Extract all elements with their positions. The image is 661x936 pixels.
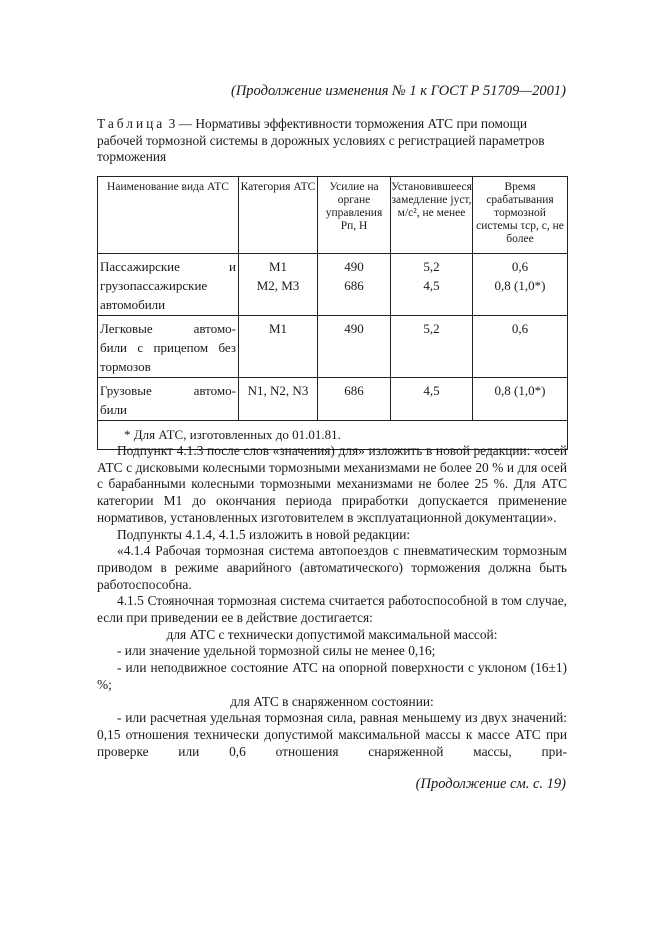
category-cell <box>239 378 318 421</box>
category-cell <box>239 254 318 316</box>
table-caption-text: 3 — Нормативы эффективности торможения АТС при помощи рабочей тормозной системы в дорожных условиях с регистрацией параметров торможения <box>97 116 545 164</box>
decel-value: 4,5 <box>423 278 440 293</box>
body-paragraph: для АТС в снаряженном состоянии: <box>230 693 434 709</box>
time-cell <box>473 316 568 378</box>
force-cell <box>318 254 391 316</box>
table-header-row <box>98 177 568 254</box>
header-category: Категория АТС <box>239 177 318 254</box>
continuation-footer: (Продолжение см. с. 19) <box>415 776 566 792</box>
decel-value: 5,2 <box>423 321 440 336</box>
vehicle-type-cell <box>98 378 239 421</box>
vehicle-type-line: автомобили <box>100 297 166 312</box>
decel-cell <box>391 254 473 316</box>
continuation-header: (Продолжение изменения № 1 к ГОСТ Р 51709—2001) <box>231 83 566 99</box>
body-paragraph: - или расчетная удельная тормозная сила, равная меньшему из двух значений: 0,15 отношения технически допустимой максимальной массы к массе АТС при проверке или 0,6 отношения снаряженной массы, при- <box>97 710 567 759</box>
category-value: N1, N2, N3 <box>247 383 309 398</box>
force-cell <box>318 316 391 378</box>
header-vehicle-type: Наименование вида АТС <box>98 177 239 254</box>
category-value: M1 <box>268 259 288 274</box>
time-value: 0,6 <box>511 321 529 336</box>
time-cell <box>473 378 568 421</box>
body-paragraph: - или неподвижное состояние АТС на опорной поверхности с уклоном (16±1) %; <box>97 660 567 692</box>
time-value: 0,8 (1,0*) <box>494 383 546 398</box>
table-row <box>98 316 568 378</box>
table-row <box>98 378 568 421</box>
time-cell <box>473 254 568 316</box>
header-deceleration: Установившееся замедление jуст, м/с², не менее <box>391 177 473 254</box>
decel-value: 5,2 <box>423 259 440 274</box>
force-cell <box>318 378 391 421</box>
decel-value: 4,5 <box>423 383 440 398</box>
vehicle-type-line: били с прицепом без <box>100 340 236 355</box>
decel-cell <box>391 378 473 421</box>
vehicle-type-line: били <box>100 402 128 417</box>
time-value: 0,8 (1,0*) <box>494 278 546 293</box>
table-caption-label: Таблица <box>97 116 166 131</box>
force-value: 686 <box>344 383 364 398</box>
header-response-time: Время срабатывания тормозной системы τср, с, не более <box>473 177 568 254</box>
braking-norms-table <box>97 176 568 450</box>
category-value: M1 <box>268 321 288 336</box>
vehicle-type-line: Пассажирские и <box>100 259 236 274</box>
body-paragraph: Подпункты 4.1.4, 4.1.5 изложить в новой редакции: <box>117 526 411 542</box>
header-force: Усилие на органе управления Pп, Н <box>318 177 391 254</box>
category-cell <box>239 316 318 378</box>
decel-cell <box>391 316 473 378</box>
body-paragraph: - или значение удельной тормозной силы не менее 0,16; <box>117 643 436 659</box>
vehicle-type-line: тормозов <box>100 359 151 374</box>
document-body <box>97 443 567 760</box>
table-caption <box>97 116 567 166</box>
force-value: 490 <box>344 259 364 274</box>
body-paragraph: «4.1.4 Рабочая тормозная система автопоездов с пневматическим тормозным приводом в режиме аварийного (автоматического) торможения должна быть работоспособна. <box>97 543 567 592</box>
force-value: 686 <box>344 278 364 293</box>
body-paragraph: Подпункт 4.1.3 после слов «значения) для» изложить в новой редакции: «осей АТС с дисковыми колесными тормозными механизмами не более 20 % и для осей с барабанными колесными тормозными механизмами не более 25 %. Для АТС категории M1 до окончания периода приработки допускается применение нормативов, установленных изготовителем в эксплуатационной документации». <box>97 443 567 525</box>
vehicle-type-cell <box>98 316 239 378</box>
table-row <box>98 254 568 316</box>
time-value: 0,6 <box>511 259 529 274</box>
vehicle-type-line: грузопассажирские <box>100 278 208 293</box>
table-footnote: * Для АТС, изготовленных до 01.01.81. <box>98 421 568 450</box>
vehicle-type-cell <box>98 254 239 316</box>
vehicle-type-line: Легковые автомо- <box>100 321 236 336</box>
force-value: 490 <box>344 321 364 336</box>
body-paragraph: 4.1.5 Стояночная тормозная система считается работоспособной в том случае, если при приведении ее в действие достигается: <box>97 593 567 626</box>
category-value: M2, M3 <box>256 278 300 293</box>
body-paragraph: для АТС с технически допустимой максимальной массой: <box>166 626 498 642</box>
vehicle-type-line: Грузовые автомо- <box>100 383 236 398</box>
